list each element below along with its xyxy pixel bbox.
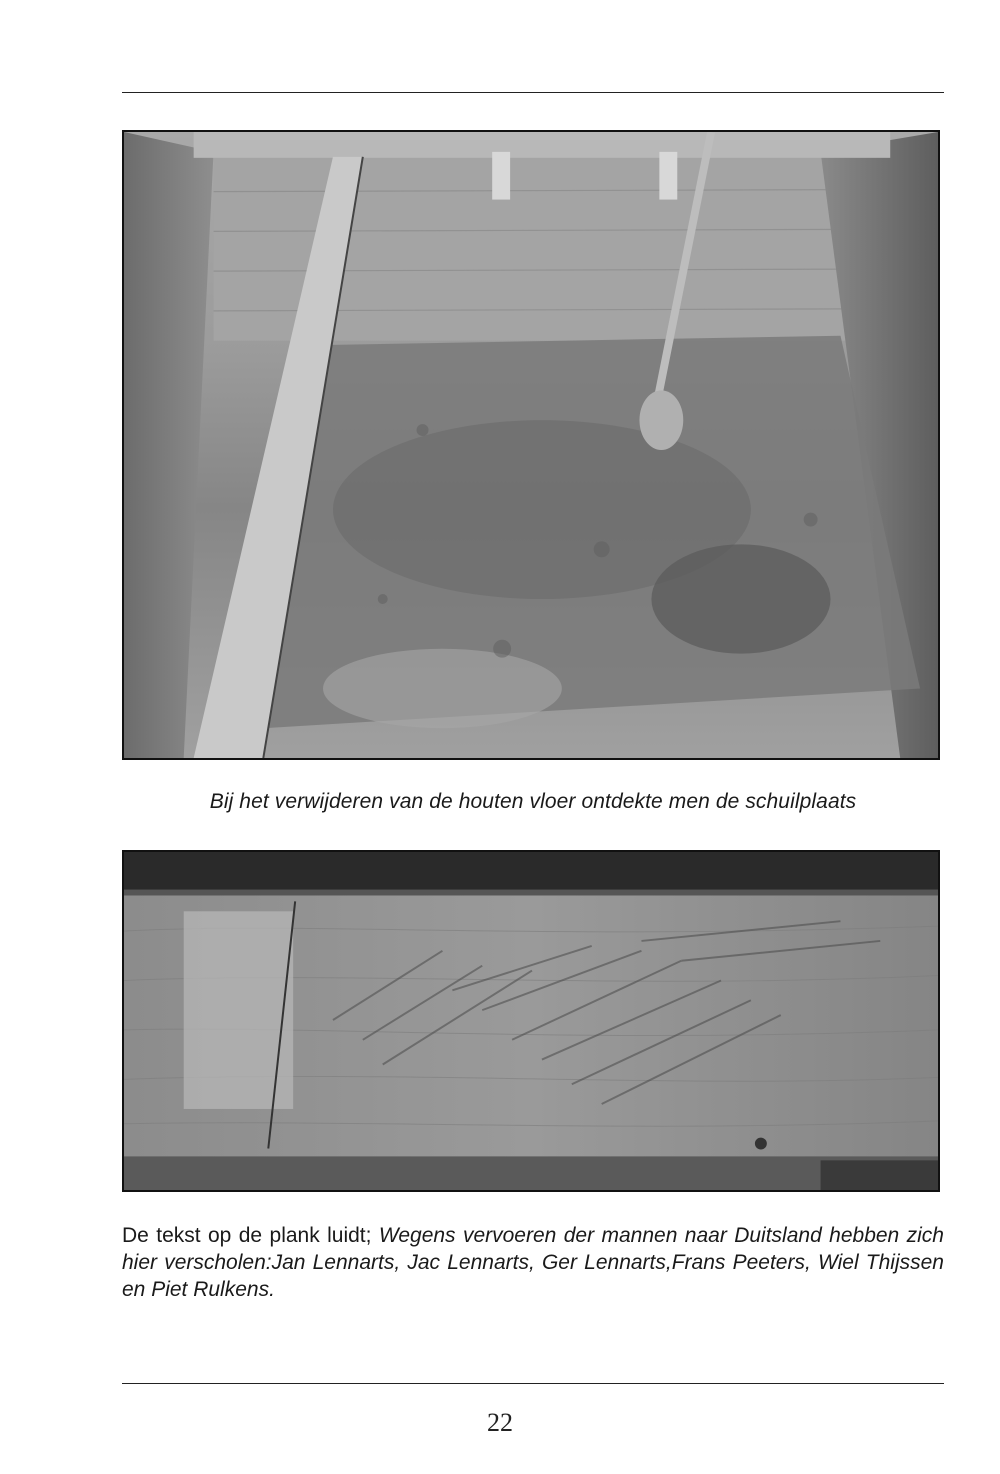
inscribed-plank-photo <box>122 850 940 1192</box>
page-number: 22 <box>487 1408 513 1437</box>
hiding-place-photo <box>122 130 940 760</box>
caption-quote: Wegens vervoeren der mannen naar Duitsland hebben zich hier verscholen:Jan Lennarts, Jac Lennarts, Ger Lennarts,Frans Peeters, Wiel Thijssen en Piet Rulkens. <box>122 1224 944 1301</box>
plank-text-caption <box>122 1222 944 1303</box>
figure-caption: Bij het verwijderen van de houten vloer ontdekte men de schuilplaats <box>209 790 857 813</box>
top-rule <box>122 92 944 93</box>
caption-intro: De tekst op de plank luidt; <box>122 1224 372 1247</box>
bottom-rule <box>122 1383 944 1384</box>
